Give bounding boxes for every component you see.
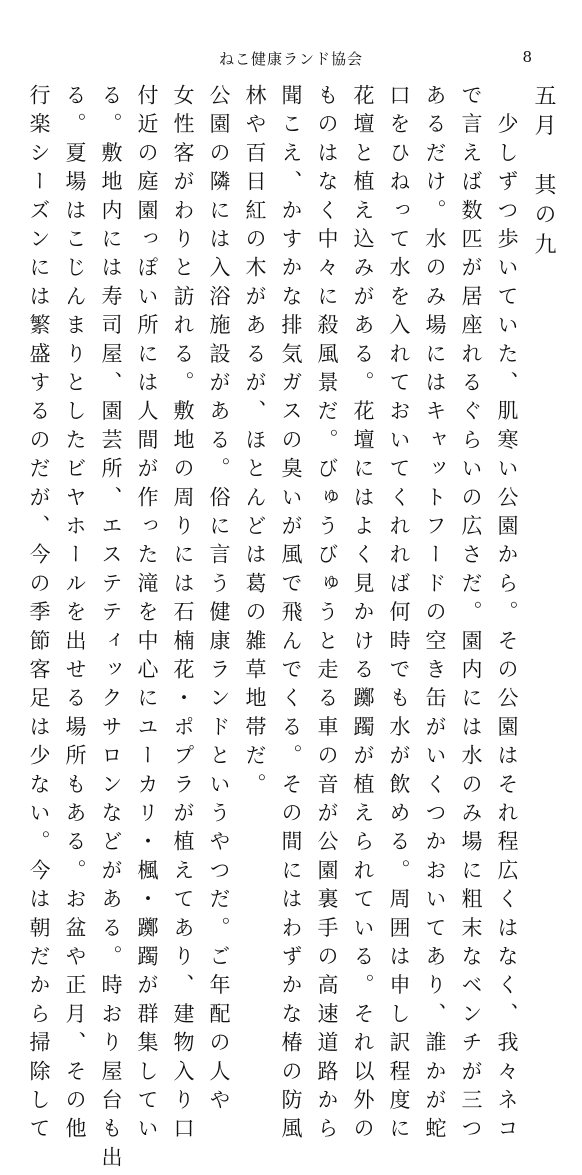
text-column: 付近の庭園っぽい所には人間が作った滝を中心にユーカリ・楓・躑躅が群集してい [135,84,159,1146]
text-column: 女性客がわりと訪れる。敷地の周りには石楠花・ポプラが植えてあり、建物入り口 [171,84,195,1146]
vertical-text-body [27,84,556,1175]
text-column: る。敷地内には寿司屋、園芸所、エステティックサロンなどがある。時おり屋台も出 [99,84,123,1175]
running-title: ねこ健康ランド協会 [218,50,363,68]
text-column: 聞こえ、かすかな排気ガスの臭いが風で飛んでくる。その間にはわずかな椿の防風 [279,84,303,1146]
text-column: 林や百日紅の木があるが、ほとんどは葛の雑草地帯だ。 [243,84,267,802]
text-column: あるだけ。水のみ場にはキャットフードの空き缶がいくつかおいてあり、誰かが蛇 [423,84,447,1146]
text-column: で言えば数匹が居座れるぐらいの広さだ。園内には水のみ場に粗末なベンチが三つ [459,84,483,1146]
section-heading: 五月 其の九 [531,84,556,263]
page-number: 8 [522,48,532,66]
text-column: 公園の隣には入浴施設がある。俗に言う健康ランドというやつだ。ご年配の人や [207,84,231,1118]
text-column: 花壇と植え込みがある。花壇にはよく見かける躑躅が植えられている。それ以外の [351,84,375,1146]
text-column: 行楽シーズンには繁盛するのだが、今の季節客足は少ない。今は朝だから掃除して [27,84,51,1146]
text-column: 口をひねって水を入れておいてくれれば何時でも水が飲める。周囲は申し訳程度に [387,84,411,1146]
text-column: る。夏場はこじんまりとしたビヤホールを出せる場所もある。お盆や正月、その他 [63,84,87,1146]
page-header [0,48,582,72]
text-column: 少しずつ歩いていた、肌寒い公園から。その公園はそれ程広くはなく、我々ネコ [495,84,519,1146]
text-column: ものはなく中々に殺風景だ。びゅうびゅうと走る車の音が公園裏手の高速道路から [315,84,339,1146]
